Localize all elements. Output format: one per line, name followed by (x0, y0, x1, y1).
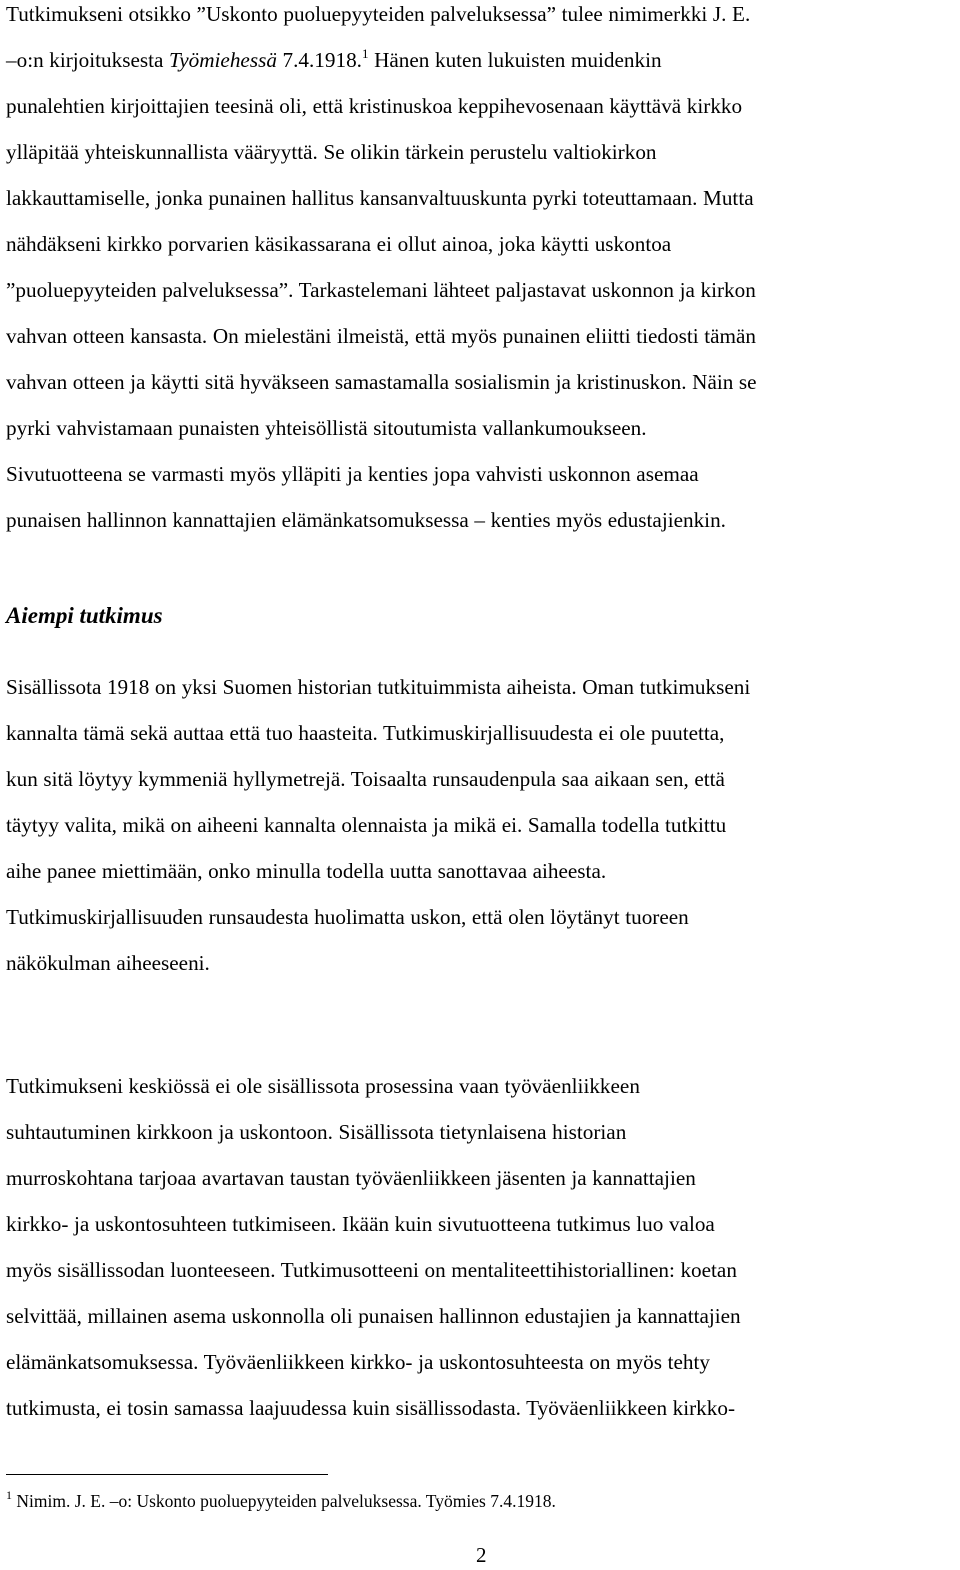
text-line: lakkauttamiselle, jonka punainen hallitus kansanvaltuuskunta pyrki toteuttamaan. Mutta (6, 186, 754, 210)
footnote (6, 1488, 556, 1514)
footnote-reference[interactable]: 1 (361, 46, 369, 61)
footnote-divider (6, 1474, 328, 1475)
text-span: 7.4.1918. (276, 48, 362, 72)
text-line: pyrki vahvistamaan punaisten yhteisöllistä sitoutumista vallankumoukseen. (6, 416, 647, 440)
text-line: täytyy valita, mikä on aiheeni kannalta olennaista ja mikä ei. Samalla todella tutkittu (6, 813, 727, 837)
text-line: vahvan otteen ja käytti sitä hyväkseen samastamalla sosialismin ja kristinuskon. Näin se (6, 370, 757, 394)
text-line: myös sisällissodan luonteeseen. Tutkimusotteeni on mentaliteettihistoriallinen: koetan (6, 1258, 737, 1282)
text-line: elämänkatsomuksessa. Työväenliikkeen kirkko- ja uskontosuhteesta on myös tehty (6, 1350, 710, 1374)
paragraph-research (6, 664, 960, 986)
text-span: –o:n kirjoituksesta (6, 48, 170, 72)
text-line: kannalta tämä sekä auttaa että tuo haasteita. Tutkimuskirjallisuudesta ei ole puutetta, (6, 721, 725, 745)
paragraph-intro (6, 0, 960, 543)
text-line: Tutkimuskirjallisuuden runsaudesta huolimatta uskon, että olen löytänyt tuoreen (6, 905, 689, 929)
newspaper-title: Työmiehessä (169, 48, 277, 72)
text-line: punalehtien kirjoittajien teesinä oli, että kristinuskoa keppihevosenaan käyttävä kirkko (6, 94, 743, 118)
text-line: vahvan otteen kansasta. On mielestäni ilmeistä, että myös punainen eliitti tiedosti tämän (6, 324, 756, 348)
text-line: Tutkimukseni otsikko ”Uskonto puoluepyyteiden palveluksessa” tulee nimimerkki J. E. (6, 2, 751, 26)
text-line: näkökulman aiheeseeni. (6, 951, 210, 975)
text-line: suhtautuminen kirkkoon ja uskontoon. Sisällissota tietynlaisena historian (6, 1120, 627, 1144)
text-line: selvittää, millainen asema uskonnolla oli punaisen hallinnon edustajien ja kannattajien (6, 1304, 741, 1328)
text-span: Hänen kuten lukuisten muidenkin (368, 48, 662, 72)
text-line: Sisällissota 1918 on yksi Suomen historian tutkituimmista aiheista. Oman tutkimukseni (6, 675, 751, 699)
page-number: 2 (476, 1543, 487, 1567)
text-line: ”puoluepyyteiden palveluksessa”. Tarkastelemani lähteet paljastavat uskonnon ja kirkon (6, 278, 756, 302)
text-line: nähdäkseni kirkko porvarien käsikassarana ei ollut ainoa, joka käytti uskontoa (6, 232, 672, 256)
text-line: tutkimusta, ei tosin samassa laajuudessa kuin sisällissodasta. Työväenliikkeen kirkko- (6, 1396, 736, 1420)
text-line (6, 37, 960, 83)
section-heading: Aiempi tutkimus (6, 603, 163, 628)
footnote-marker: 1 (6, 1488, 12, 1502)
text-line: aihe panee miettimään, onko minulla todella uutta sanottavaa aiheesta. (6, 859, 607, 883)
text-line: ylläpitää yhteiskunnallista vääryyttä. Se olikin tärkein perustelu valtiokirkon (6, 140, 657, 164)
text-line: punaisen hallinnon kannattajien elämänkatsomuksessa – kenties myös edustajienkin. (6, 508, 726, 532)
paragraph-focus (6, 1063, 960, 1431)
text-line: murroskohtana tarjoaa avartavan taustan työväenliikkeen jäsenten ja kannattajien (6, 1166, 696, 1190)
text-line: Sivutuotteena se varmasti myös ylläpiti ja kenties jopa vahvisti uskonnon asemaa (6, 462, 699, 486)
text-line: kun sitä löytyy kymmeniä hyllymetrejä. Toisaalta runsaudenpula saa aikaan sen, että (6, 767, 725, 791)
text-line: kirkko- ja uskontosuhteen tutkimiseen. Ikään kuin sivutuotteena tutkimus luo valoa (6, 1212, 715, 1236)
text-line: Tutkimukseni keskiössä ei ole sisällissota prosessina vaan työväenliikkeen (6, 1074, 640, 1098)
footnote-text: Nimim. J. E. –o: Uskonto puoluepyyteiden palveluksessa. Työmies 7.4.1918. (12, 1491, 556, 1511)
